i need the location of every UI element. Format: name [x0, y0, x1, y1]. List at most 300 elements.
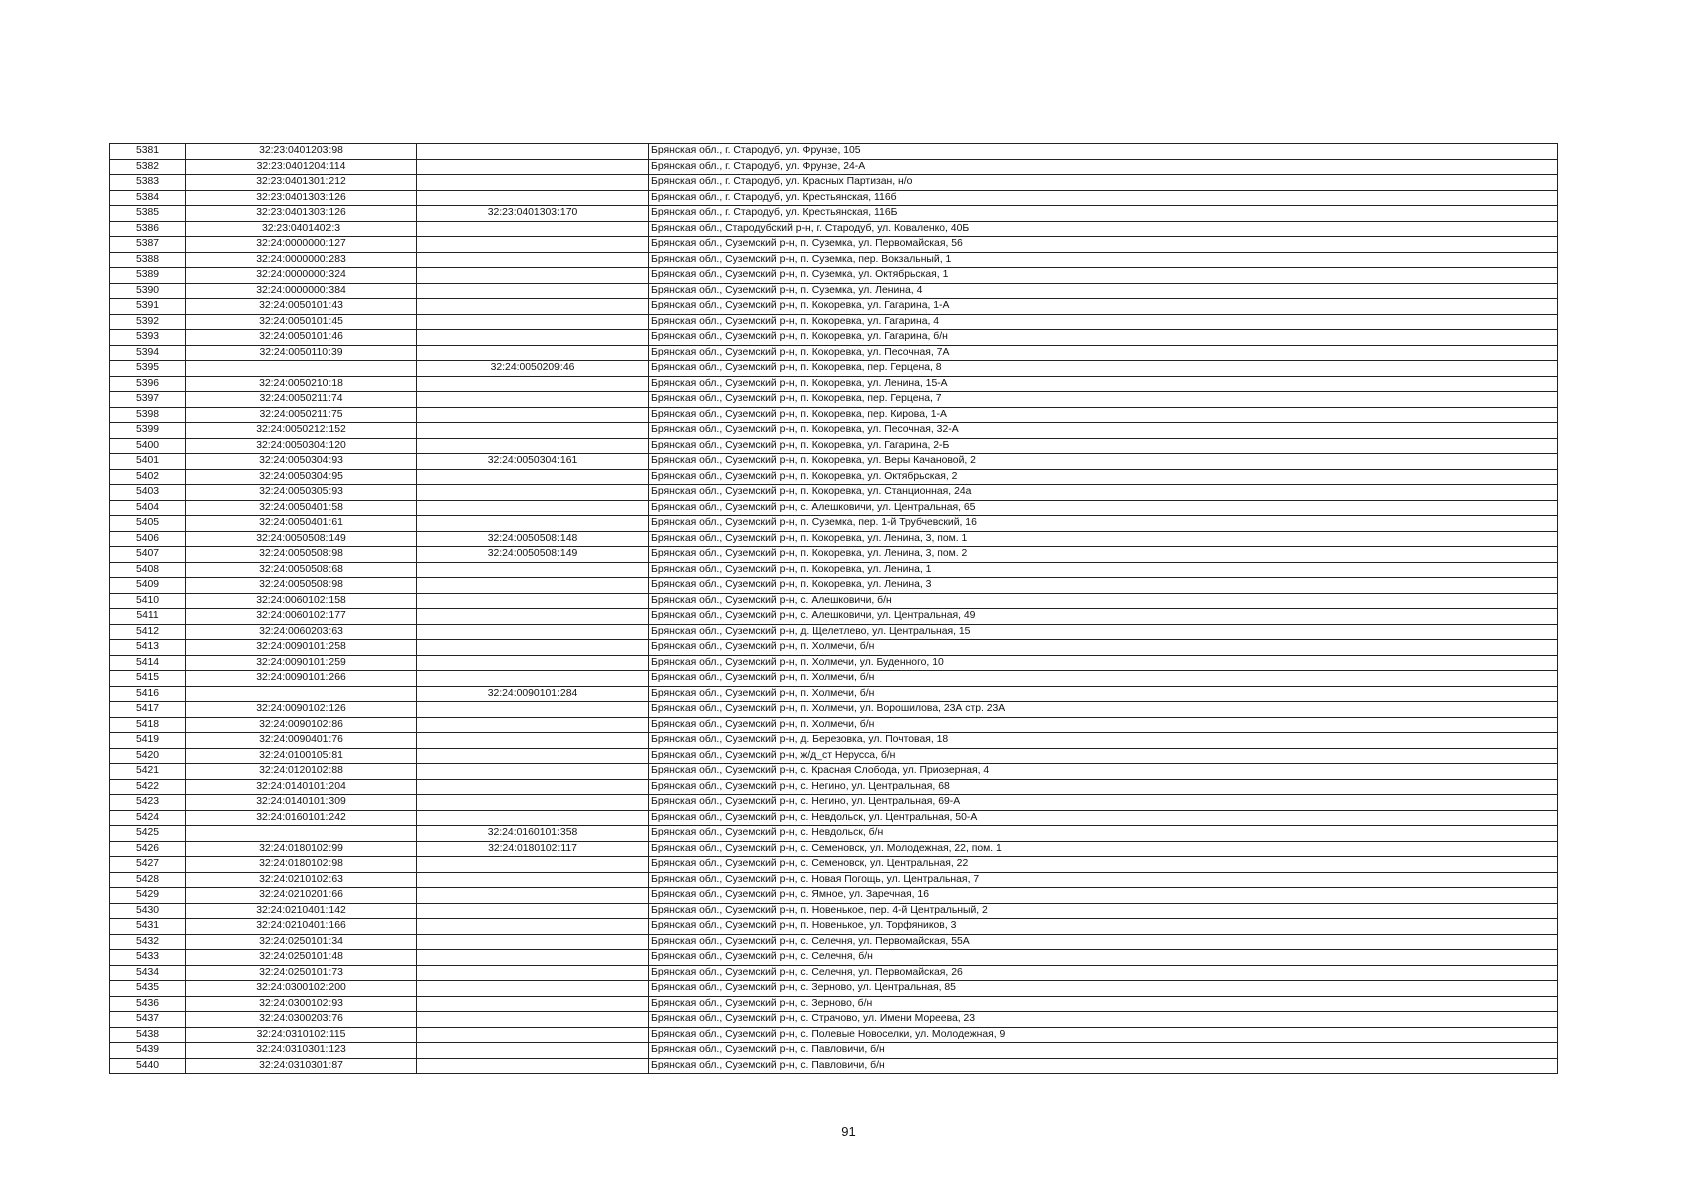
address-cell: Брянская обл., Суземский р-н, п. Кокоревка, пер. Кирова, 1-А [649, 407, 1558, 423]
table-body [110, 144, 1558, 1074]
table-row [110, 547, 1558, 563]
table-row [110, 361, 1558, 377]
cadastral-number-cell: 32:24:0160101:242 [186, 810, 417, 826]
related-cadastral-number-cell: 32:24:0180102:117 [417, 841, 649, 857]
address-cell: Брянская обл., Суземский р-н, с. Невдольск, б/н [649, 826, 1558, 842]
cadastral-number-cell: 32:24:0050401:58 [186, 500, 417, 516]
cadastral-number-cell: 32:23:0401402:3 [186, 221, 417, 237]
row-number-cell: 5438 [110, 1027, 186, 1043]
address-cell: Брянская обл., Стародубский р-н, г. Стародуб, ул. Коваленко, 40Б [649, 221, 1558, 237]
cadastral-number-cell: 32:24:0210102:63 [186, 872, 417, 888]
table-row [110, 981, 1558, 997]
row-number-cell: 5427 [110, 857, 186, 873]
related-cadastral-number-cell [417, 624, 649, 640]
cadastral-number-cell: 32:24:0210401:142 [186, 903, 417, 919]
row-number-cell: 5420 [110, 748, 186, 764]
table-row [110, 1058, 1558, 1074]
cadastral-number-cell: 32:24:0300203:76 [186, 1012, 417, 1028]
related-cadastral-number-cell [417, 903, 649, 919]
table-row [110, 733, 1558, 749]
address-cell: Брянская обл., Суземский р-н, п. Суземка, ул. Первомайская, 56 [649, 237, 1558, 253]
row-number-cell: 5381 [110, 144, 186, 160]
related-cadastral-number-cell [417, 1043, 649, 1059]
table-row [110, 283, 1558, 299]
cadastral-number-cell: 32:24:0000000:324 [186, 268, 417, 284]
address-cell: Брянская обл., Суземский р-н, п. Холмечи, б/н [649, 671, 1558, 687]
related-cadastral-number-cell [417, 485, 649, 501]
related-cadastral-number-cell [417, 717, 649, 733]
table-row [110, 686, 1558, 702]
table-row [110, 841, 1558, 857]
row-number-cell: 5392 [110, 314, 186, 330]
row-number-cell: 5400 [110, 438, 186, 454]
cadastral-number-cell [186, 826, 417, 842]
address-cell: Брянская обл., Суземский р-н, п. Новенькое, ул. Торфяников, 3 [649, 919, 1558, 935]
row-number-cell: 5414 [110, 655, 186, 671]
related-cadastral-number-cell [417, 376, 649, 392]
row-number-cell: 5440 [110, 1058, 186, 1074]
cadastral-number-cell: 32:24:0180102:98 [186, 857, 417, 873]
cadastral-number-cell: 32:24:0250101:73 [186, 965, 417, 981]
table-row [110, 609, 1558, 625]
cadastral-number-cell: 32:24:0050304:95 [186, 469, 417, 485]
related-cadastral-number-cell [417, 965, 649, 981]
address-cell: Брянская обл., Суземский р-н, п. Холмечи, б/н [649, 686, 1558, 702]
address-cell: Брянская обл., Суземский р-н, п. Кокоревка, ул. Гагарина, 4 [649, 314, 1558, 330]
related-cadastral-number-cell: 32:24:0050508:149 [417, 547, 649, 563]
cadastral-number-cell: 32:24:0050401:61 [186, 516, 417, 532]
row-number-cell: 5386 [110, 221, 186, 237]
cadastral-number-cell: 32:24:0060203:63 [186, 624, 417, 640]
table-row [110, 996, 1558, 1012]
table-row [110, 919, 1558, 935]
row-number-cell: 5398 [110, 407, 186, 423]
address-cell: Брянская обл., Суземский р-н, ж/д_ст Неруссa, б/н [649, 748, 1558, 764]
table-row [110, 469, 1558, 485]
row-number-cell: 5426 [110, 841, 186, 857]
table-row [110, 376, 1558, 392]
table-row [110, 190, 1558, 206]
table-row [110, 903, 1558, 919]
table-row [110, 702, 1558, 718]
table-row [110, 1043, 1558, 1059]
row-number-cell: 5413 [110, 640, 186, 656]
cadastral-number-cell: 32:24:0050110:39 [186, 345, 417, 361]
related-cadastral-number-cell [417, 438, 649, 454]
row-number-cell: 5431 [110, 919, 186, 935]
table-row [110, 407, 1558, 423]
table-row [110, 330, 1558, 346]
cadastral-number-cell: 32:24:0140101:204 [186, 779, 417, 795]
related-cadastral-number-cell [417, 159, 649, 175]
table-row [110, 438, 1558, 454]
related-cadastral-number-cell [417, 872, 649, 888]
table-row [110, 237, 1558, 253]
table-row [110, 965, 1558, 981]
row-number-cell: 5439 [110, 1043, 186, 1059]
address-cell: Брянская обл., Суземский р-н, п. Кокоревка, ул. Октябрьская, 2 [649, 469, 1558, 485]
cadastral-number-cell: 32:24:0090101:258 [186, 640, 417, 656]
related-cadastral-number-cell [417, 423, 649, 439]
row-number-cell: 5396 [110, 376, 186, 392]
related-cadastral-number-cell [417, 1012, 649, 1028]
related-cadastral-number-cell [417, 562, 649, 578]
cadastral-number-cell: 32:24:0210201:66 [186, 888, 417, 904]
row-number-cell: 5406 [110, 531, 186, 547]
row-number-cell: 5433 [110, 950, 186, 966]
related-cadastral-number-cell [417, 268, 649, 284]
related-cadastral-number-cell [417, 221, 649, 237]
related-cadastral-number-cell [417, 733, 649, 749]
cadastral-number-cell: 32:24:0090101:259 [186, 655, 417, 671]
table-row [110, 485, 1558, 501]
table-row [110, 268, 1558, 284]
cadastral-number-cell: 32:24:0000000:384 [186, 283, 417, 299]
cadastral-number-cell: 32:24:0050212:152 [186, 423, 417, 439]
property-registry-table [109, 143, 1558, 1074]
table-row [110, 392, 1558, 408]
related-cadastral-number-cell [417, 392, 649, 408]
row-number-cell: 5436 [110, 996, 186, 1012]
row-number-cell: 5387 [110, 237, 186, 253]
table-row [110, 779, 1558, 795]
cadastral-number-cell: 32:24:0050508:98 [186, 578, 417, 594]
row-number-cell: 5429 [110, 888, 186, 904]
address-cell: Брянская обл., Суземский р-н, с. Павловичи, б/н [649, 1043, 1558, 1059]
cadastral-number-cell: 32:24:0060102:158 [186, 593, 417, 609]
row-number-cell: 5416 [110, 686, 186, 702]
address-cell: Брянская обл., Суземский р-н, с. Алешковичи, ул. Центральная, 49 [649, 609, 1558, 625]
related-cadastral-number-cell [417, 919, 649, 935]
address-cell: Брянская обл., Суземский р-н, с. Алешковичи, ул. Центральная, 65 [649, 500, 1558, 516]
cadastral-number-cell: 32:24:0300102:200 [186, 981, 417, 997]
table-row [110, 593, 1558, 609]
cadastral-number-cell: 32:24:0250101:48 [186, 950, 417, 966]
table-row [110, 159, 1558, 175]
cadastral-number-cell: 32:24:0050508:149 [186, 531, 417, 547]
table-row [110, 764, 1558, 780]
address-cell: Брянская обл., г. Стародуб, ул. Фрунзе, 105 [649, 144, 1558, 160]
related-cadastral-number-cell [417, 469, 649, 485]
related-cadastral-number-cell [417, 299, 649, 315]
related-cadastral-number-cell [417, 314, 649, 330]
related-cadastral-number-cell [417, 144, 649, 160]
table-row [110, 888, 1558, 904]
cadastral-number-cell: 32:23:0401303:126 [186, 190, 417, 206]
address-cell: Брянская обл., Суземский р-н, п. Кокоревка, пер. Герцена, 8 [649, 361, 1558, 377]
cadastral-number-cell: 32:23:0401203:98 [186, 144, 417, 160]
address-cell: Брянская обл., Суземский р-н, п. Холмечи, ул. Ворошилова, 23А стр. 23А [649, 702, 1558, 718]
cadastral-number-cell: 32:24:0050508:98 [186, 547, 417, 563]
cadastral-number-cell: 32:24:0310301:123 [186, 1043, 417, 1059]
related-cadastral-number-cell: 32:24:0090101:284 [417, 686, 649, 702]
table-row [110, 531, 1558, 547]
related-cadastral-number-cell [417, 748, 649, 764]
table-row [110, 221, 1558, 237]
related-cadastral-number-cell [417, 640, 649, 656]
row-number-cell: 5411 [110, 609, 186, 625]
related-cadastral-number-cell [417, 500, 649, 516]
address-cell: Брянская обл., Суземский р-н, с. Полевые Новоселки, ул. Молодежная, 9 [649, 1027, 1558, 1043]
related-cadastral-number-cell [417, 888, 649, 904]
cadastral-number-cell: 32:24:0050101:43 [186, 299, 417, 315]
cadastral-number-cell: 32:24:0000000:127 [186, 237, 417, 253]
row-number-cell: 5393 [110, 330, 186, 346]
address-cell: Брянская обл., Суземский р-н, с. Селечня, ул. Первомайская, 55А [649, 934, 1558, 950]
table-row [110, 578, 1558, 594]
table-row [110, 748, 1558, 764]
address-cell: Брянская обл., Суземский р-н, п. Холмечи, ул. Буденного, 10 [649, 655, 1558, 671]
address-cell: Брянская обл., Суземский р-н, п. Кокоревка, ул. Ленина, 3, пом. 1 [649, 531, 1558, 547]
related-cadastral-number-cell [417, 671, 649, 687]
row-number-cell: 5428 [110, 872, 186, 888]
cadastral-number-cell: 32:24:0050508:68 [186, 562, 417, 578]
cadastral-number-cell: 32:24:0000000:283 [186, 252, 417, 268]
row-number-cell: 5390 [110, 283, 186, 299]
table-row [110, 500, 1558, 516]
related-cadastral-number-cell: 32:24:0050508:148 [417, 531, 649, 547]
address-cell: Брянская обл., Суземский р-н, с. Алешковичи, б/н [649, 593, 1558, 609]
cadastral-number-cell: 32:24:0050210:18 [186, 376, 417, 392]
row-number-cell: 5407 [110, 547, 186, 563]
address-cell: Брянская обл., Суземский р-н, д. Березовка, ул. Почтовая, 18 [649, 733, 1558, 749]
row-number-cell: 5432 [110, 934, 186, 950]
cadastral-number-cell: 32:24:0310102:115 [186, 1027, 417, 1043]
table-row [110, 624, 1558, 640]
row-number-cell: 5389 [110, 268, 186, 284]
row-number-cell: 5395 [110, 361, 186, 377]
address-cell: Брянская обл., г. Стародуб, ул. Красных Партизан, н/о [649, 175, 1558, 191]
cadastral-number-cell [186, 686, 417, 702]
table-row [110, 671, 1558, 687]
related-cadastral-number-cell [417, 190, 649, 206]
row-number-cell: 5435 [110, 981, 186, 997]
cadastral-number-cell: 32:24:0140101:309 [186, 795, 417, 811]
table-row [110, 795, 1558, 811]
table-row [110, 345, 1558, 361]
address-cell: Брянская обл., Суземский р-н, с. Красная Слобода, ул. Приозерная, 4 [649, 764, 1558, 780]
row-number-cell: 5394 [110, 345, 186, 361]
address-cell: Брянская обл., Суземский р-н, с. Новая Погощь, ул. Центральная, 7 [649, 872, 1558, 888]
address-cell: Брянская обл., Суземский р-н, д. Щелетлево, ул. Центральная, 15 [649, 624, 1558, 640]
cadastral-number-cell: 32:24:0060102:177 [186, 609, 417, 625]
row-number-cell: 5417 [110, 702, 186, 718]
table-row [110, 454, 1558, 470]
row-number-cell: 5403 [110, 485, 186, 501]
address-cell: Брянская обл., Суземский р-н, п. Кокоревка, пер. Герцена, 7 [649, 392, 1558, 408]
cadastral-number-cell: 32:24:0090101:266 [186, 671, 417, 687]
row-number-cell: 5399 [110, 423, 186, 439]
related-cadastral-number-cell [417, 237, 649, 253]
row-number-cell: 5430 [110, 903, 186, 919]
table-row [110, 144, 1558, 160]
address-cell: Брянская обл., Суземский р-н, п. Кокоревка, ул. Ленина, 3, пом. 2 [649, 547, 1558, 563]
related-cadastral-number-cell [417, 655, 649, 671]
address-cell: Брянская обл., Суземский р-н, с. Селечня, ул. Первомайская, 26 [649, 965, 1558, 981]
address-cell: Брянская обл., Суземский р-н, п. Кокоревка, ул. Песочная, 7А [649, 345, 1558, 361]
row-number-cell: 5425 [110, 826, 186, 842]
address-cell: Брянская обл., Суземский р-н, с. Селечня, б/н [649, 950, 1558, 966]
table-row [110, 717, 1558, 733]
row-number-cell: 5385 [110, 206, 186, 222]
cadastral-number-cell [186, 361, 417, 377]
related-cadastral-number-cell [417, 175, 649, 191]
address-cell: Брянская обл., Суземский р-н, с. Семеновск, ул. Молодежная, 22, пом. 1 [649, 841, 1558, 857]
related-cadastral-number-cell [417, 252, 649, 268]
row-number-cell: 5424 [110, 810, 186, 826]
cadastral-number-cell: 32:24:0100105:81 [186, 748, 417, 764]
related-cadastral-number-cell [417, 996, 649, 1012]
address-cell: Брянская обл., Суземский р-н, п. Кокоревка, ул. Гагарина, б/н [649, 330, 1558, 346]
cadastral-number-cell: 32:24:0050101:46 [186, 330, 417, 346]
table-row [110, 516, 1558, 532]
cadastral-number-cell: 32:24:0050211:75 [186, 407, 417, 423]
address-cell: Брянская обл., Суземский р-н, п. Кокоревка, ул. Гагарина, 2-Б [649, 438, 1558, 454]
table-row [110, 252, 1558, 268]
related-cadastral-number-cell [417, 283, 649, 299]
table-row [110, 206, 1558, 222]
address-cell: Брянская обл., Суземский р-н, п. Холмечи, б/н [649, 640, 1558, 656]
row-number-cell: 5382 [110, 159, 186, 175]
row-number-cell: 5410 [110, 593, 186, 609]
row-number-cell: 5391 [110, 299, 186, 315]
row-number-cell: 5423 [110, 795, 186, 811]
related-cadastral-number-cell [417, 1027, 649, 1043]
row-number-cell: 5434 [110, 965, 186, 981]
address-cell: Брянская обл., Суземский р-н, п. Суземка, ул. Октябрьская, 1 [649, 268, 1558, 284]
related-cadastral-number-cell: 32:24:0160101:358 [417, 826, 649, 842]
row-number-cell: 5405 [110, 516, 186, 532]
address-cell: Брянская обл., Суземский р-н, с. Негино, ул. Центральная, 69-А [649, 795, 1558, 811]
related-cadastral-number-cell: 32:24:0050304:161 [417, 454, 649, 470]
related-cadastral-number-cell [417, 764, 649, 780]
cadastral-number-cell: 32:24:0180102:99 [186, 841, 417, 857]
address-cell: Брянская обл., Суземский р-н, п. Кокоревка, ул. Гагарина, 1-А [649, 299, 1558, 315]
row-number-cell: 5415 [110, 671, 186, 687]
cadastral-number-cell: 32:24:0120102:88 [186, 764, 417, 780]
address-cell: Брянская обл., Суземский р-н, с. Зерново, ул. Центральная, 85 [649, 981, 1558, 997]
related-cadastral-number-cell [417, 981, 649, 997]
cadastral-number-cell: 32:24:0050305:93 [186, 485, 417, 501]
table-row [110, 299, 1558, 315]
related-cadastral-number-cell [417, 1058, 649, 1074]
address-cell: Брянская обл., Суземский р-н, п. Кокоревка, ул. Ленина, 3 [649, 578, 1558, 594]
address-cell: Брянская обл., Суземский р-н, п. Кокоревка, ул. Веры Качановой, 2 [649, 454, 1558, 470]
row-number-cell: 5422 [110, 779, 186, 795]
cadastral-number-cell: 32:24:0090102:126 [186, 702, 417, 718]
address-cell: Брянская обл., Суземский р-н, с. Зерново, б/н [649, 996, 1558, 1012]
related-cadastral-number-cell [417, 609, 649, 625]
address-cell: Брянская обл., г. Стародуб, ул. Фрунзе, 24-А [649, 159, 1558, 175]
table-row [110, 810, 1558, 826]
cadastral-number-cell: 32:24:0090102:86 [186, 717, 417, 733]
related-cadastral-number-cell [417, 407, 649, 423]
address-cell: Брянская обл., Суземский р-н, п. Новенькое, пер. 4-й Центральный, 2 [649, 903, 1558, 919]
related-cadastral-number-cell [417, 857, 649, 873]
row-number-cell: 5421 [110, 764, 186, 780]
related-cadastral-number-cell: 32:24:0050209:46 [417, 361, 649, 377]
row-number-cell: 5418 [110, 717, 186, 733]
cadastral-number-cell: 32:23:0401204:114 [186, 159, 417, 175]
related-cadastral-number-cell [417, 593, 649, 609]
cadastral-number-cell: 32:24:0050211:74 [186, 392, 417, 408]
row-number-cell: 5419 [110, 733, 186, 749]
related-cadastral-number-cell [417, 702, 649, 718]
table-row [110, 1027, 1558, 1043]
table-row [110, 640, 1558, 656]
row-number-cell: 5412 [110, 624, 186, 640]
table-row [110, 562, 1558, 578]
row-number-cell: 5383 [110, 175, 186, 191]
cadastral-number-cell: 32:24:0050304:93 [186, 454, 417, 470]
address-cell: Брянская обл., Суземский р-н, п. Кокоревка, ул. Ленина, 15-А [649, 376, 1558, 392]
row-number-cell: 5402 [110, 469, 186, 485]
related-cadastral-number-cell [417, 810, 649, 826]
cadastral-number-cell: 32:24:0310301:87 [186, 1058, 417, 1074]
table-row [110, 1012, 1558, 1028]
cadastral-number-cell: 32:24:0300102:93 [186, 996, 417, 1012]
table-row [110, 655, 1558, 671]
table-row [110, 934, 1558, 950]
row-number-cell: 5401 [110, 454, 186, 470]
address-cell: Брянская обл., Суземский р-н, с. Ямное, ул. Заречная, 16 [649, 888, 1558, 904]
row-number-cell: 5397 [110, 392, 186, 408]
related-cadastral-number-cell [417, 934, 649, 950]
row-number-cell: 5409 [110, 578, 186, 594]
related-cadastral-number-cell [417, 330, 649, 346]
related-cadastral-number-cell [417, 516, 649, 532]
cadastral-number-cell: 32:24:0250101:34 [186, 934, 417, 950]
address-cell: Брянская обл., Суземский р-н, п. Холмечи, б/н [649, 717, 1558, 733]
address-cell: Брянская обл., Суземский р-н, с. Семеновск, ул. Центральная, 22 [649, 857, 1558, 873]
cadastral-number-cell: 32:23:0401303:126 [186, 206, 417, 222]
address-cell: Брянская обл., Суземский р-н, п. Кокоревка, ул. Ленина, 1 [649, 562, 1558, 578]
row-number-cell: 5388 [110, 252, 186, 268]
cadastral-number-cell: 32:24:0090401:76 [186, 733, 417, 749]
related-cadastral-number-cell [417, 345, 649, 361]
table-row [110, 857, 1558, 873]
page-number: 91 [841, 1124, 856, 1139]
cadastral-number-cell: 32:24:0210401:166 [186, 919, 417, 935]
address-cell: Брянская обл., Суземский р-н, п. Суземка, пер. 1-й Трубчевский, 16 [649, 516, 1558, 532]
row-number-cell: 5408 [110, 562, 186, 578]
related-cadastral-number-cell [417, 795, 649, 811]
document-page [109, 143, 1557, 1074]
table-row [110, 314, 1558, 330]
address-cell: Брянская обл., Суземский р-н, с. Павловичи, б/н [649, 1058, 1558, 1074]
cadastral-number-cell: 32:23:0401301:212 [186, 175, 417, 191]
address-cell: Брянская обл., Суземский р-н, п. Суземка, ул. Ленина, 4 [649, 283, 1558, 299]
address-cell: Брянская обл., Суземский р-н, п. Кокоревка, ул. Песочная, 32-А [649, 423, 1558, 439]
address-cell: Брянская обл., Суземский р-н, с. Страчово, ул. Имени Мореева, 23 [649, 1012, 1558, 1028]
related-cadastral-number-cell [417, 950, 649, 966]
cadastral-number-cell: 32:24:0050304:120 [186, 438, 417, 454]
cadastral-number-cell: 32:24:0050101:45 [186, 314, 417, 330]
related-cadastral-number-cell [417, 779, 649, 795]
table-row [110, 872, 1558, 888]
related-cadastral-number-cell: 32:23:0401303:170 [417, 206, 649, 222]
row-number-cell: 5437 [110, 1012, 186, 1028]
table-row [110, 826, 1558, 842]
related-cadastral-number-cell [417, 578, 649, 594]
address-cell: Брянская обл., Суземский р-н, п. Кокоревка, ул. Станционная, 24а [649, 485, 1558, 501]
row-number-cell: 5404 [110, 500, 186, 516]
row-number-cell: 5384 [110, 190, 186, 206]
table-row [110, 175, 1558, 191]
address-cell: Брянская обл., Суземский р-н, с. Негино, ул. Центральная, 68 [649, 779, 1558, 795]
address-cell: Брянская обл., г. Стародуб, ул. Крестьянская, 116б [649, 190, 1558, 206]
table-row [110, 423, 1558, 439]
